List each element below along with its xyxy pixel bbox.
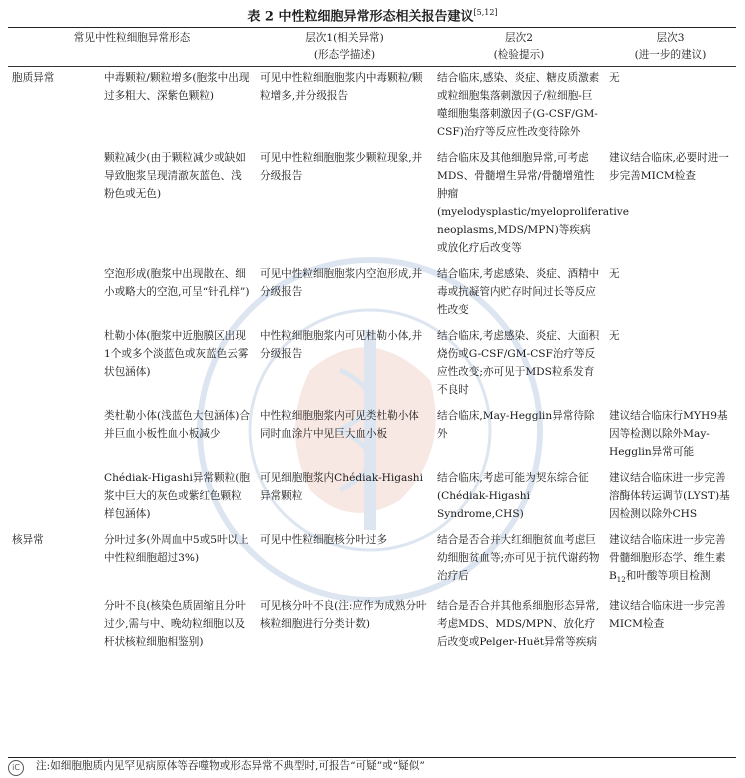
level1-cell: 可见中性粒细胞核分叶过多 xyxy=(260,534,388,546)
vitamin-b12-subscript: 12 xyxy=(616,576,626,585)
table-row xyxy=(8,405,736,467)
table-row xyxy=(8,467,736,529)
level1-cell: 可见中性粒细胞胞浆内空泡形成,并分级报告 xyxy=(260,268,423,298)
level1-cell: 可见中性粒细胞胞浆少颗粒现象,并分级报告 xyxy=(260,152,423,182)
level2-cell: 结合临床,考虑感染、炎症、大面积烧伤或G-CSF/GM-CSF治疗等反应性改变;亦可见于MDS粒系发育不良时 xyxy=(437,330,600,396)
level3-cell: 建议结合临床进一步完善骨髓细胞形态学、维生素$B_{12}$和叶酸等项目检测 xyxy=(609,534,726,585)
table-row xyxy=(8,147,736,263)
form-cell: 空泡形成(胞浆中出现散在、细小或略大的空泡,可呈“针孔样”) xyxy=(104,268,250,298)
table-title-text: 表 2 中性粒细胞异常形态相关报告建议 xyxy=(247,9,474,25)
level3-cell: 建议结合临床进一步完善溶酶体转运调节(LYST)基因检测以除外CHS xyxy=(609,472,730,520)
header-level3: 层次3 (进一步的建议) xyxy=(605,28,736,67)
table-header-row xyxy=(8,28,736,67)
table-row xyxy=(8,67,736,148)
table-row xyxy=(8,263,736,325)
level3-cell: 无 xyxy=(609,268,620,280)
form-cell: 分叶过多(外周血中5或5叶以上中性粒细胞超过3%) xyxy=(104,534,249,564)
header-form: 常见中性粒细胞异常形态 xyxy=(8,28,256,67)
level2-cell: 结合临床,感染、炎症、糖皮质激素或粒细胞集落刺激因子/粒细胞-巨噬细胞集落刺激因子(G-CSF/GM-CSF)治疗等反应性改变待除外 xyxy=(437,72,600,138)
form-cell: 颗粒减少(由于颗粒减少或缺如导致胞浆呈现清澈灰蓝色、浅粉色或无色) xyxy=(104,152,246,200)
form-cell: 类杜勒小体(浅蓝色大包涵体)合并巨血小板性血小板减少 xyxy=(104,410,250,440)
level2-cell: 结合临床,考虑感染、炎症、酒精中毒或抗凝管内贮存时间过长等反应性改变 xyxy=(437,268,600,316)
level3-cell: 建议结合临床行MYH9基因等检测以除外May-Hegglin异常可能 xyxy=(609,410,728,458)
level1-cell: 可见中性粒细胞胞浆内中毒颗粒/颗粒增多,并分级报告 xyxy=(260,72,423,102)
form-cell: 杜勒小体(胞浆中近胞膜区出现1个或多个淡蓝色或灰蓝色云雾状包涵体) xyxy=(104,330,249,378)
header-level2: 层次2 (检验提示) xyxy=(433,28,605,67)
table-row xyxy=(8,595,736,657)
header-level1: 层次1(相关异常) (形态学描述) xyxy=(256,28,433,67)
level1-cell: 中性粒细胞胞浆内可见类杜勒小体同时血涂片中见巨大血小板 xyxy=(260,410,419,440)
category-cell: 胞质异常 xyxy=(12,72,55,84)
table-title-refs: [5,12] xyxy=(473,8,498,17)
level1-cell: 中性粒细胞胞浆内可见杜勒小体,并分级报告 xyxy=(260,330,423,360)
form-cell: Chédiak-Higashi异常颗粒(胞浆中巨大的灰色或紫红色颗粒样包涵体) xyxy=(104,472,250,520)
level1-cell: 可见细胞胞浆内Chédiak-Higashi异常颗粒 xyxy=(260,472,424,502)
level2-cell: 结合临床,考虑可能为契东综合征(Chédiak-Higashi Syndrome,CHS) xyxy=(437,472,589,520)
source-logo-icon: iC xyxy=(8,760,24,776)
table-row xyxy=(8,529,736,595)
level2-cell: 结合是否合并其他系细胞形态异常,考虑MDS、MDS/MPN、放化疗后改变或Pelger-Huët异常等疾病 xyxy=(437,600,600,649)
neutrophil-morphology-table xyxy=(8,27,736,657)
level1-cell: 可见核分叶不良(注:应作为成熟分叶核粒细胞进行分类计数) xyxy=(260,600,427,631)
level3-cell: 无 xyxy=(609,72,620,84)
form-cell: 中毒颗粒/颗粒增多(胞浆中出现过多粗大、深紫色颗粒) xyxy=(104,72,250,102)
table-title xyxy=(0,0,745,26)
level3-cell: 无 xyxy=(609,330,620,342)
level2-cell: 结合临床及其他细胞异常,可考虑MDS、骨髓增生异常/骨髓增殖性肿瘤(myelodysplastic/myeloproliferative neoplasms,MDS/MPN)等疾病或放化疗后改变等 xyxy=(437,152,630,254)
level2-cell: 结合临床,May-Hegglin异常待除外 xyxy=(437,410,595,440)
level3-cell: 建议结合临床,必要时进一步完善MICM检查 xyxy=(609,152,729,182)
level3-cell: 建议结合临床进一步完善MICM检查 xyxy=(609,600,726,631)
table-row xyxy=(8,325,736,405)
form-cell: 分叶不良(核染色质固缩且分叶过少,需与中、晚幼粒细胞以及杆状核粒细胞相鉴别) xyxy=(104,600,246,649)
category-cell: 核异常 xyxy=(12,534,44,546)
table-footnote: 注:如细胞胞质内见罕见病原体等吞噬物或形态异常不典型时,可报告“可疑”或“疑似” xyxy=(36,760,425,772)
level2-cell: 结合是否合并大红细胞贫血考虑巨幼细胞贫血等;亦可见于抗代谢药物治疗后 xyxy=(437,534,600,582)
